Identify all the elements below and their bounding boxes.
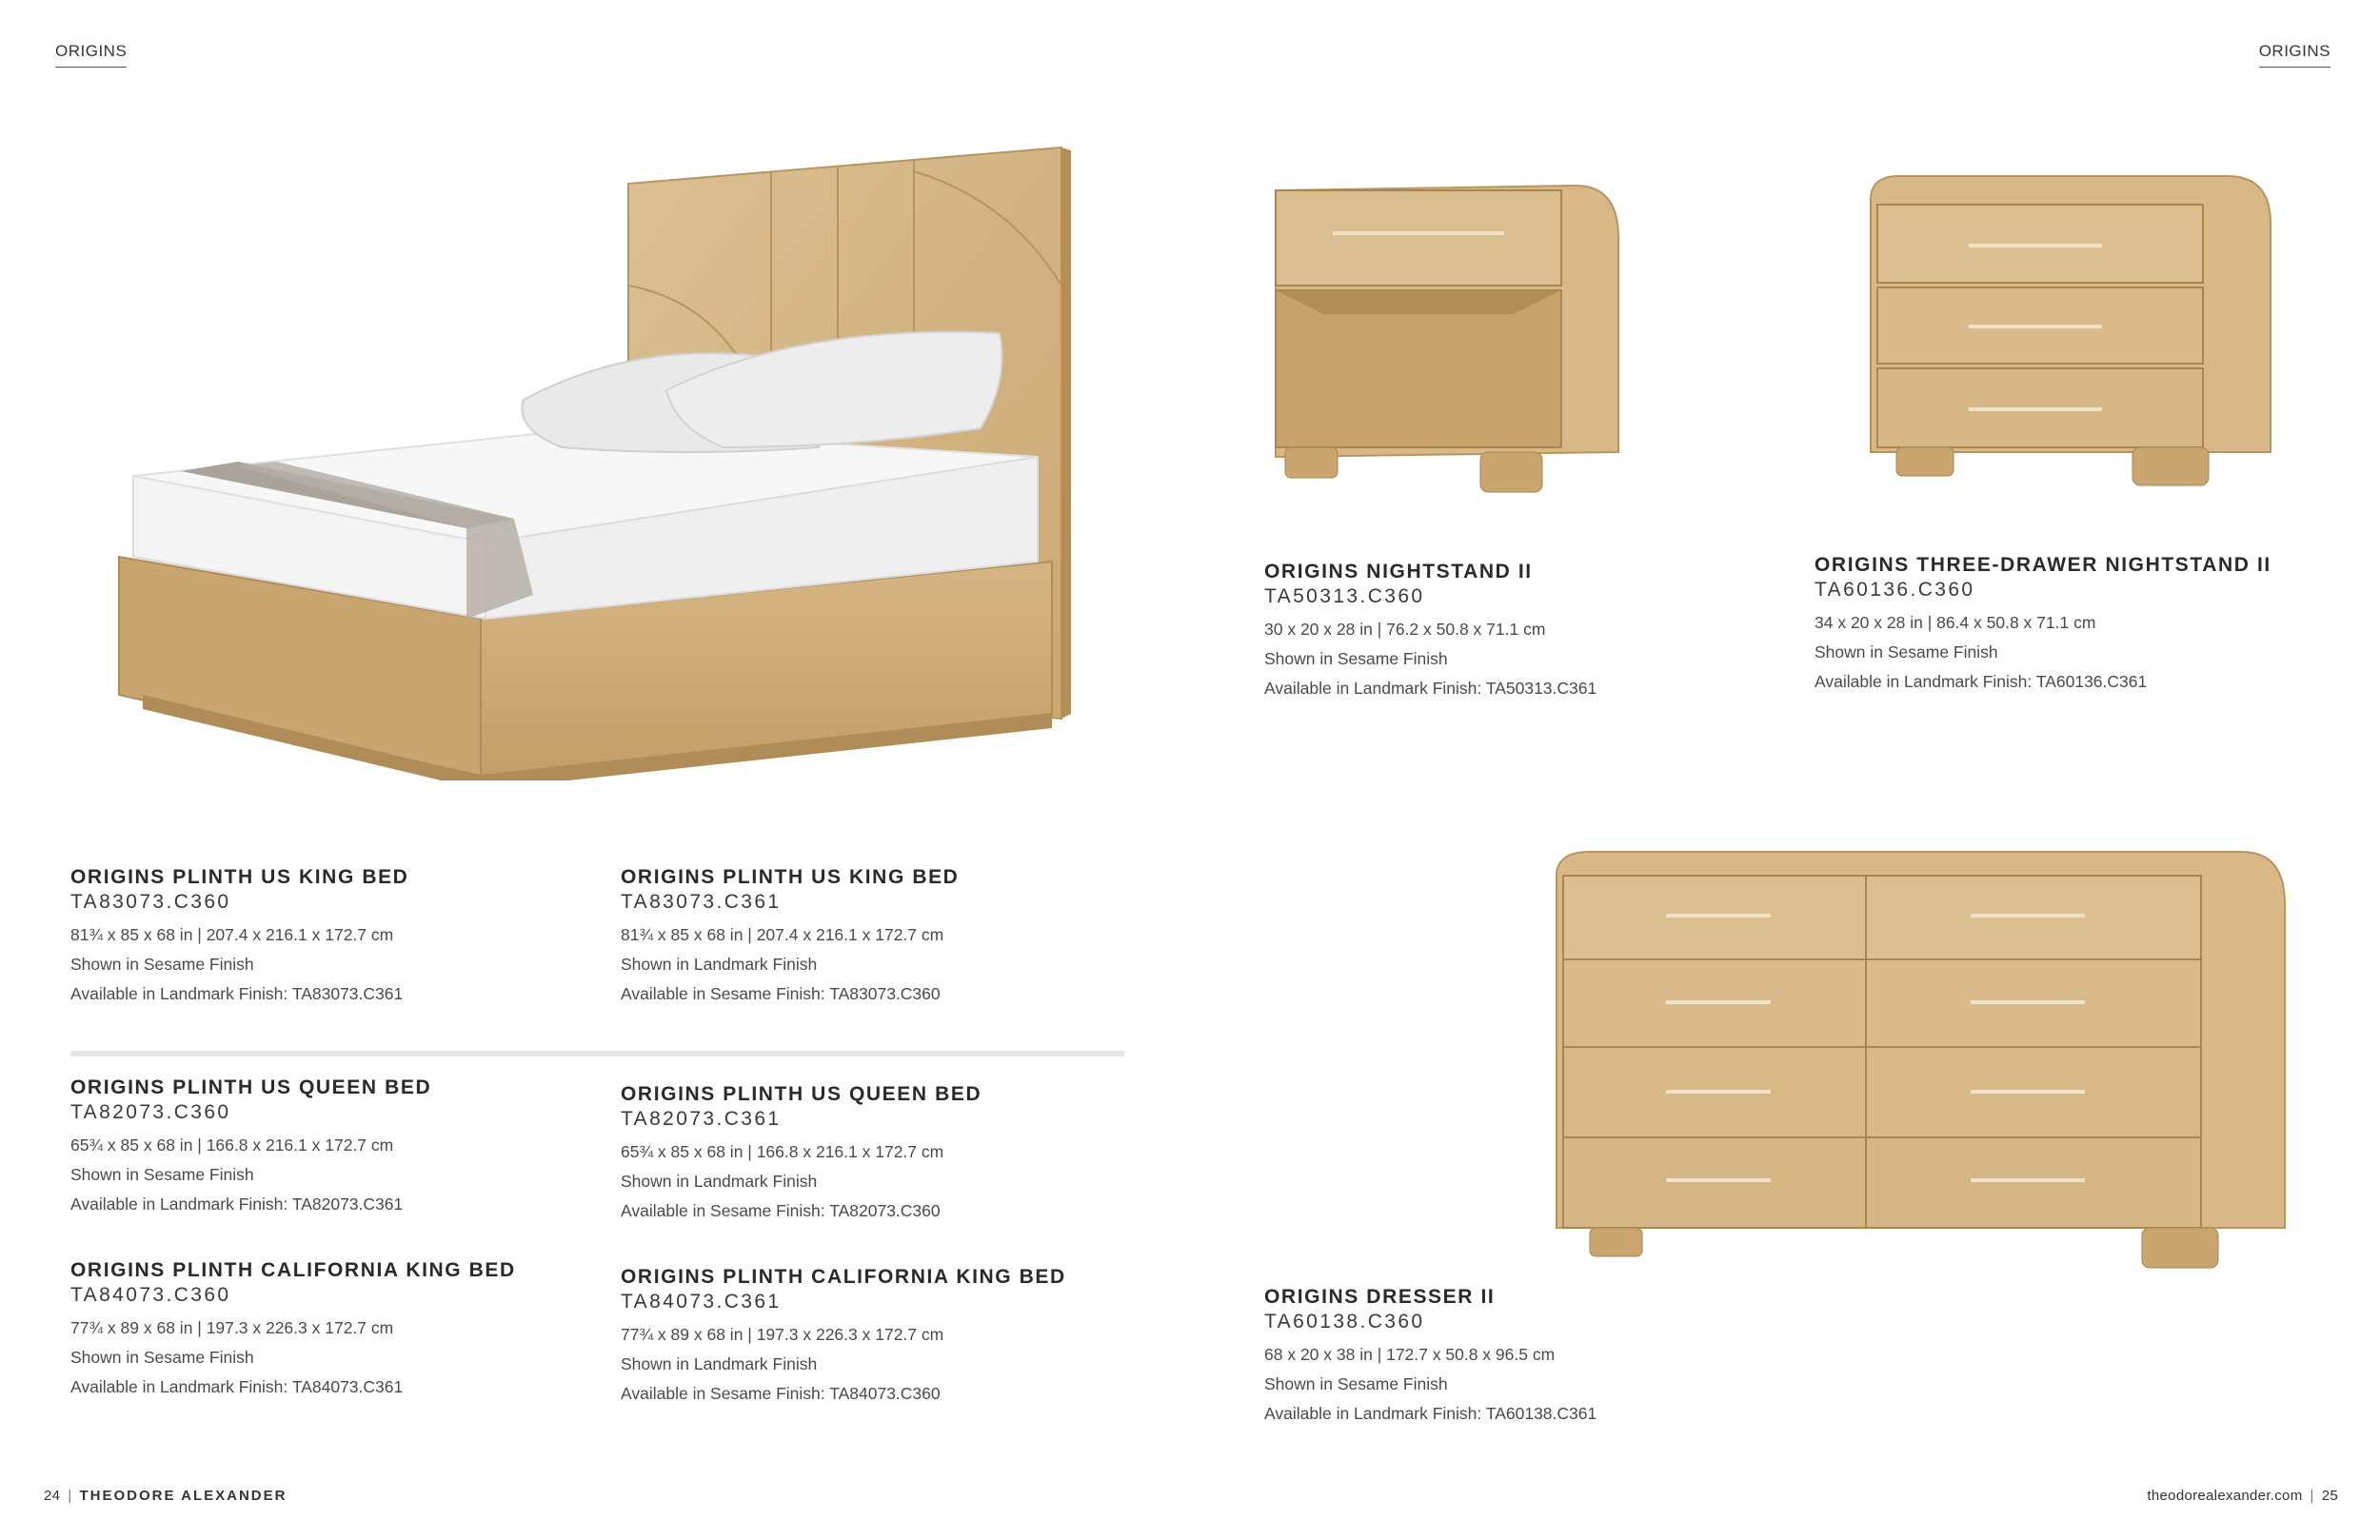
product-sku: TA84073.C360 — [70, 1284, 231, 1306]
product-dimensions: 81¾ x 85 x 68 in | 207.4 x 216.1 x 172.7 cm — [70, 925, 394, 944]
product-name: ORIGINS PLINTH US KING BED — [70, 866, 409, 888]
product-sku: TA60138.C360 — [1264, 1311, 1425, 1333]
website-link[interactable]: theodorealexander.com — [2147, 1488, 2303, 1504]
product-sku: TA60136.C360 — [1815, 579, 1975, 601]
california-king-bed-c360-details — [70, 1258, 516, 1402]
three-drawer-nightstand-details — [1815, 553, 2271, 697]
product-name: ORIGINS PLINTH US QUEEN BED — [70, 1076, 432, 1098]
product-sku: TA83073.C360 — [70, 891, 231, 913]
product-shown-finish: Shown in Sesame Finish — [1264, 649, 1448, 668]
queen-bed-c360-details — [70, 1076, 431, 1219]
product-sku: TA50313.C360 — [1264, 585, 1425, 607]
product-shown-finish: Shown in Sesame Finish — [1815, 642, 1998, 661]
product-available-finish: Available in Landmark Finish: TA60138.C361 — [1264, 1404, 1597, 1423]
page-number-left: 24 — [44, 1488, 61, 1504]
nightstand-details — [1264, 560, 1597, 703]
product-dimensions: 30 x 20 x 28 in | 76.2 x 50.8 x 71.1 cm — [1264, 620, 1546, 639]
dresser-image — [1552, 847, 2294, 1333]
section-tag-right: ORIGINS — [2259, 42, 2330, 68]
king-bed-c361-details — [621, 865, 959, 1009]
product-dimensions: 65¾ x 85 x 68 in | 166.8 x 216.1 x 172.7 cm — [621, 1142, 944, 1161]
product-sku: TA84073.C361 — [621, 1291, 782, 1313]
product-available-finish: Available in Landmark Finish: TA60136.C361 — [1815, 672, 2148, 691]
footer-left: 24 | THEODORE ALEXANDER — [44, 1488, 288, 1504]
three-drawer-nightstand-image — [1866, 171, 2275, 504]
nightstand-image — [1257, 181, 1628, 514]
section-tag-left: ORIGINS — [55, 42, 127, 68]
bed-image — [114, 143, 1076, 780]
product-available-finish: Available in Sesame Finish: TA84073.C360 — [621, 1384, 941, 1403]
brand-name: THEODORE ALEXANDER — [79, 1488, 288, 1504]
product-dimensions: 68 x 20 x 38 in | 172.7 x 50.8 x 96.5 cm — [1264, 1345, 1556, 1364]
product-available-finish: Available in Landmark Finish: TA84073.C361 — [70, 1377, 404, 1396]
product-shown-finish: Shown in Sesame Finish — [1264, 1374, 1448, 1393]
product-available-finish: Available in Sesame Finish: TA83073.C360 — [621, 984, 941, 1003]
product-name: ORIGINS PLINTH US KING BED — [621, 866, 960, 888]
section-divider — [70, 1051, 1124, 1056]
product-name: ORIGINS DRESSER II — [1264, 1286, 1496, 1308]
product-name: ORIGINS THREE-DRAWER NIGHTSTAND II — [1815, 554, 2271, 576]
page-number-right: 25 — [2321, 1488, 2338, 1504]
product-name: ORIGINS PLINTH CALIFORNIA KING BED — [621, 1266, 1066, 1288]
product-name: ORIGINS NIGHTSTAND II — [1264, 561, 1533, 582]
product-shown-finish: Shown in Sesame Finish — [70, 1165, 254, 1184]
product-shown-finish: Shown in Sesame Finish — [70, 1348, 254, 1367]
product-sku: TA82073.C361 — [621, 1108, 782, 1130]
product-available-finish: Available in Landmark Finish: TA82073.C361 — [70, 1194, 404, 1214]
product-name: ORIGINS PLINTH CALIFORNIA KING BED — [70, 1259, 516, 1281]
product-sku: TA82073.C360 — [70, 1101, 231, 1123]
product-shown-finish: Shown in Landmark Finish — [621, 1172, 818, 1191]
product-dimensions: 34 x 20 x 28 in | 86.4 x 50.8 x 71.1 cm — [1815, 613, 2096, 632]
footer-right: theodorealexander.com | 25 — [2147, 1488, 2338, 1504]
product-sku: TA83073.C361 — [621, 891, 782, 913]
california-king-bed-c361-details — [621, 1265, 1066, 1409]
product-shown-finish: Shown in Sesame Finish — [70, 955, 254, 974]
product-name: ORIGINS PLINTH US QUEEN BED — [621, 1083, 982, 1105]
king-bed-c360-details — [70, 865, 408, 1009]
product-available-finish: Available in Landmark Finish: TA83073.C361 — [70, 984, 404, 1003]
product-dimensions: 77¾ x 89 x 68 in | 197.3 x 226.3 x 172.7 cm — [70, 1318, 394, 1337]
product-available-finish: Available in Landmark Finish: TA50313.C361 — [1264, 679, 1597, 698]
dresser-details — [1264, 1285, 1597, 1429]
product-dimensions: 81¾ x 85 x 68 in | 207.4 x 216.1 x 172.7 cm — [621, 925, 944, 944]
queen-bed-c361-details — [621, 1082, 982, 1226]
product-shown-finish: Shown in Landmark Finish — [621, 955, 818, 974]
product-shown-finish: Shown in Landmark Finish — [621, 1354, 818, 1373]
product-dimensions: 77¾ x 89 x 68 in | 197.3 x 226.3 x 172.7 cm — [621, 1325, 944, 1344]
product-available-finish: Available in Sesame Finish: TA82073.C360 — [621, 1201, 941, 1220]
product-dimensions: 65¾ x 85 x 68 in | 166.8 x 216.1 x 172.7 cm — [70, 1135, 394, 1155]
